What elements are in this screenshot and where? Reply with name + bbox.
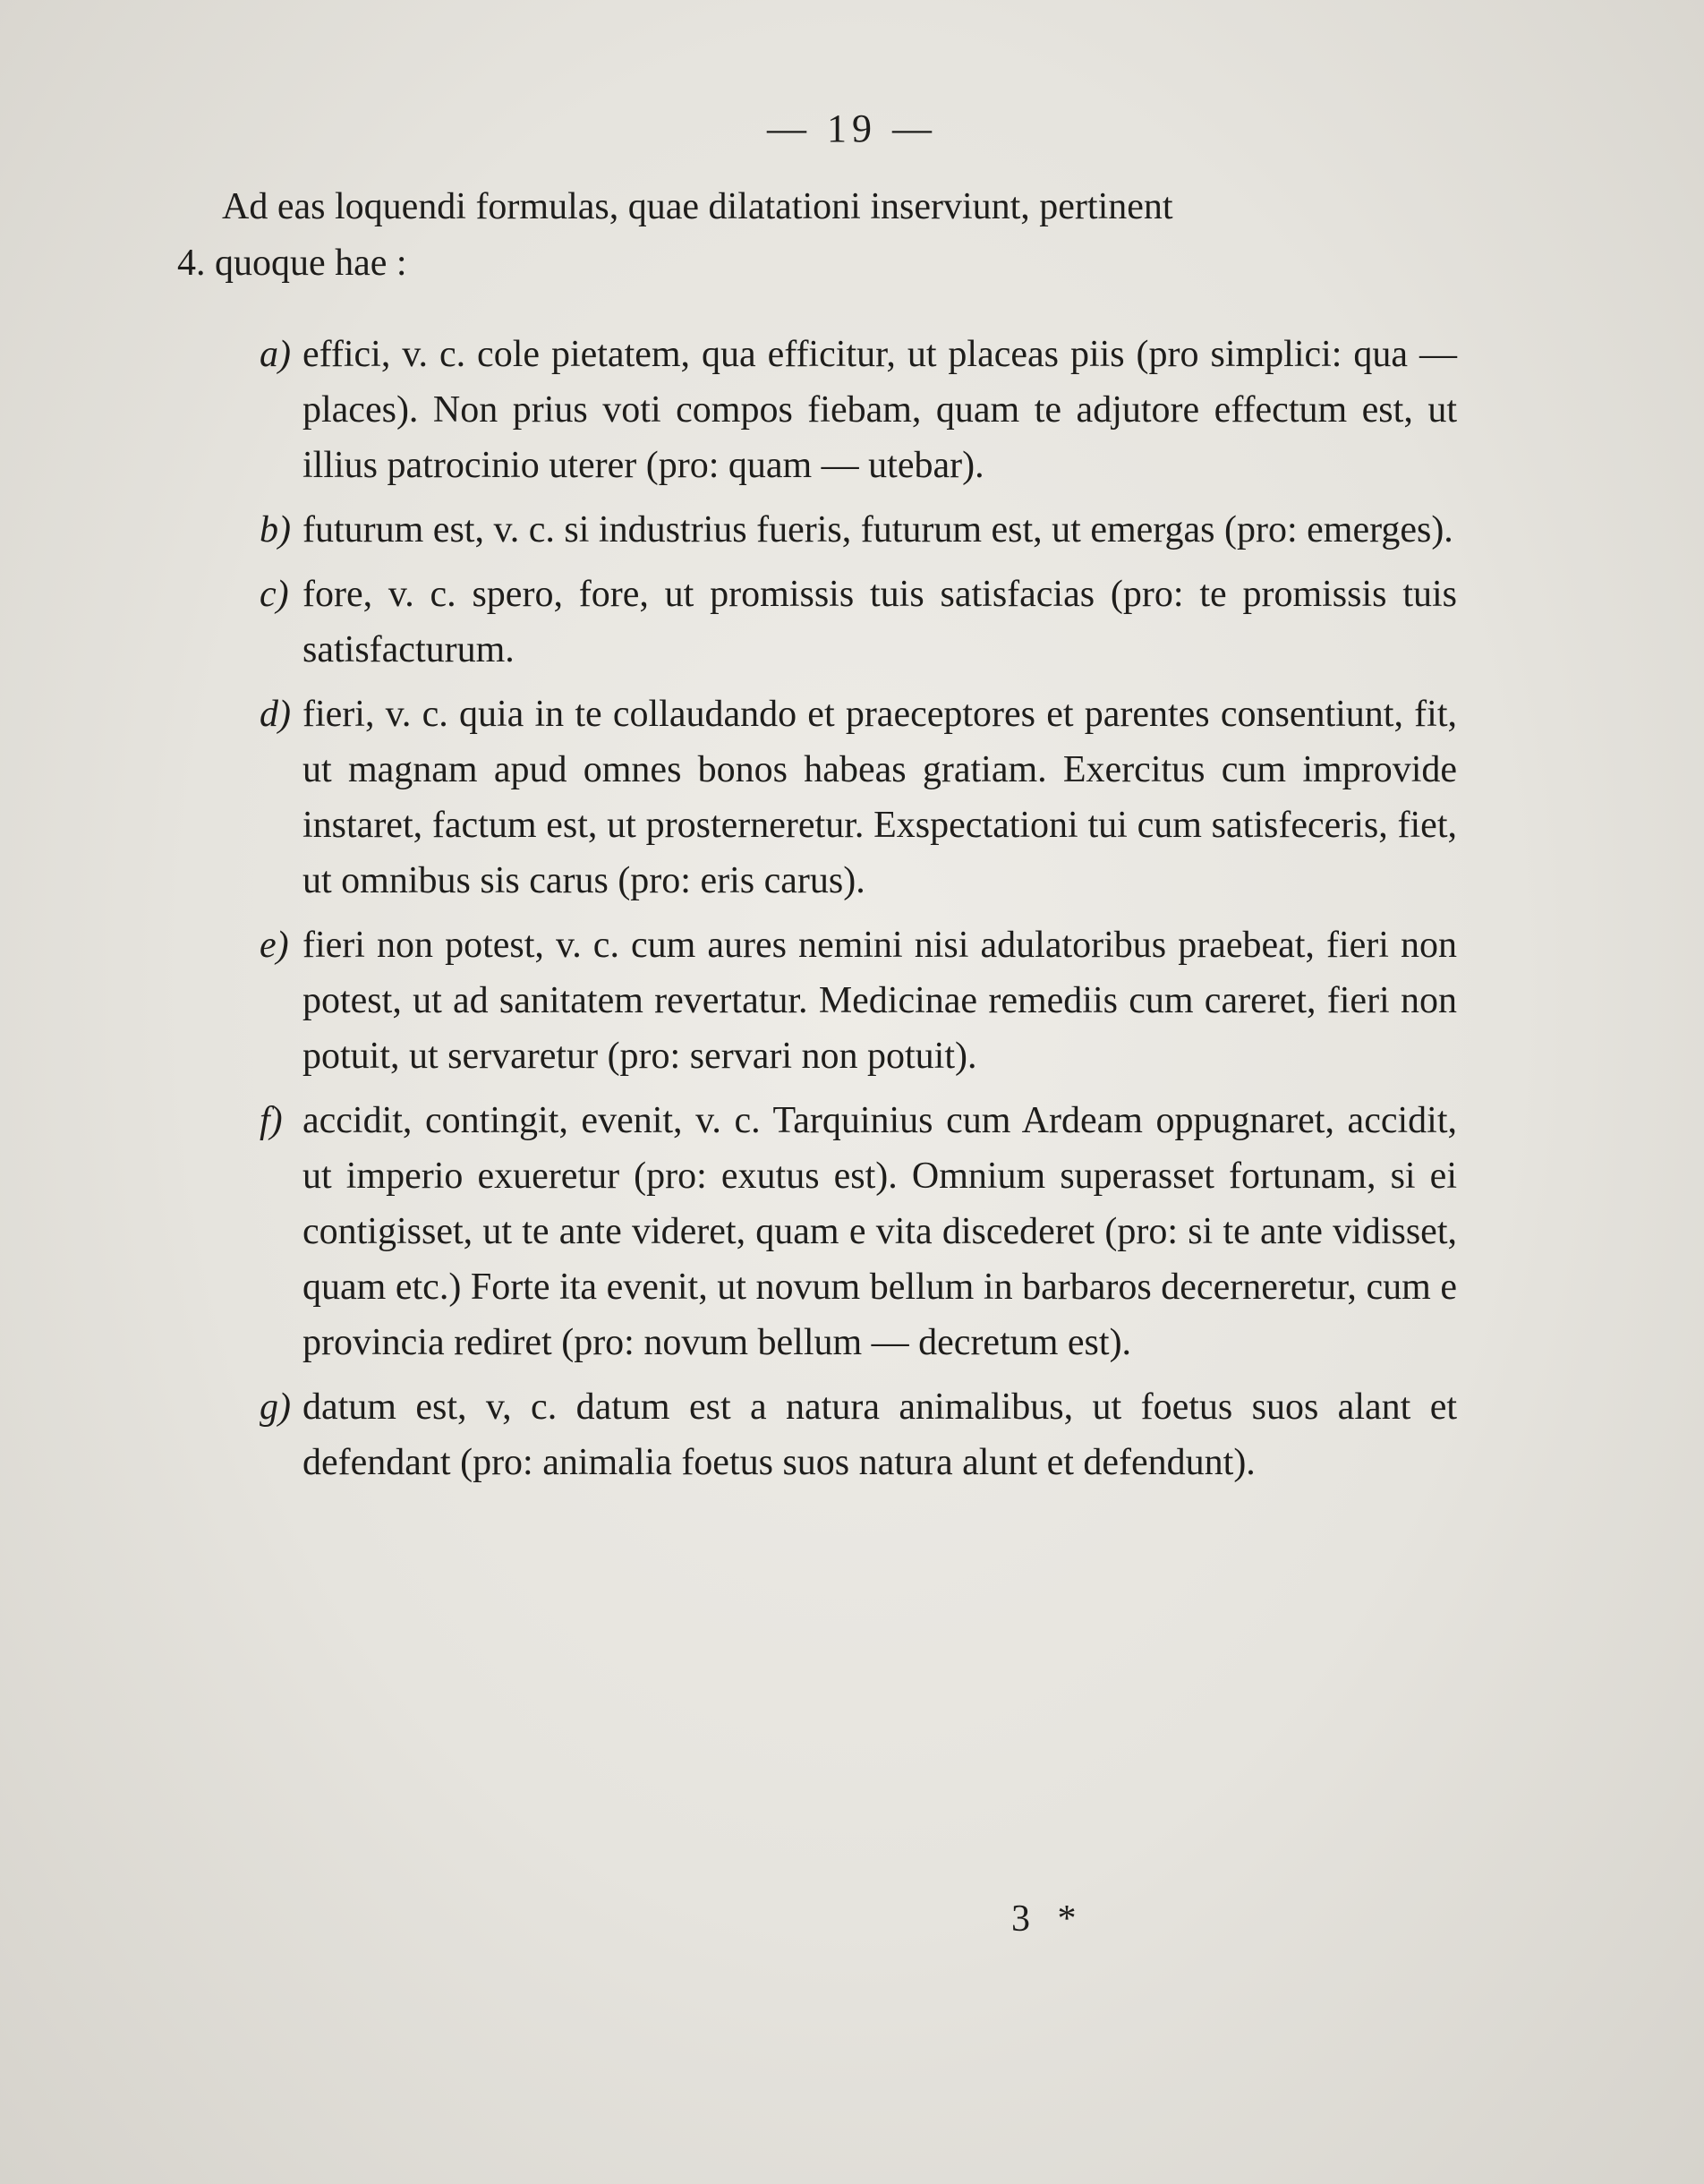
list-item — [260, 502, 1457, 558]
item-text: fore, v. c. spero, fore, ut promissis tuis satisfacias (pro: te promissis tuis satisfacturum. — [302, 574, 1457, 670]
item-text: fieri, v. c. quia in te collaudando et praeceptores et parentes consentiunt, fit, ut magnam apud omnes bonos habeas gratiam. Exercitus cum improvide instaret, factum est, ut prosterneretur. Exspectationi tui cum satisfeceris, fiet, ut omnibus sis carus (pro: eris carus). — [302, 694, 1457, 901]
intro-line-2: 4. quoque hae : — [177, 243, 407, 284]
item-text: accidit, contingit, evenit, v. c. Tarquinius cum Ardeam oppugnaret, accidit, ut imperio exueretur (pro: exutus est). Omnium superasset fortunam, si ei contigisset, ut te ante videret, quam e vita discederet (pro: si te ante vidisset, quam etc.) Forte ita evenit, ut novum bellum in barbaros decerneretur, cum e provincia rediret (pro: novum bellum — decretum est). — [302, 1100, 1457, 1363]
item-text: futurum est, v. c. si industrius fueris, futurum est, ut emergas (pro: emerges). — [302, 509, 1453, 550]
list-item — [260, 327, 1457, 493]
item-text: datum est, v, c. datum est a natura animalibus, ut foetus suos alant et defendant (pro: animalia foetus suos natura alunt et defendunt). — [302, 1386, 1457, 1483]
item-label: c) — [260, 574, 289, 615]
intro-paragraph — [177, 179, 1457, 292]
item-label: d) — [260, 694, 291, 735]
item-label: b) — [260, 509, 291, 550]
intro-line-1: Ad eas loquendi formulas, quae dilatationi inserviunt, pertinent — [222, 186, 1173, 227]
item-label: g) — [260, 1386, 291, 1428]
item-label: a) — [260, 334, 291, 375]
item-text: fieri non potest, v. c. cum aures nemini nisi adulatoribus praebeat, fieri non potest, ut ad sanitatem revertatur. Medicinae remediis cum careret, fieri non potuit, ut servaretur (pro: servari non potuit). — [302, 925, 1457, 1077]
list-item — [260, 567, 1457, 678]
list-item — [260, 917, 1457, 1084]
list-item — [260, 687, 1457, 909]
item-label: e) — [260, 925, 289, 966]
item-label: f) — [260, 1100, 283, 1141]
item-text: effici, v. c. cole pietatem, qua efficitur, ut placeas piis (pro simplici: qua — places). Non prius voti compos fiebam, quam te adjutore effectum est, ut illius patrocinio uterer (pro: quam — utebar). — [302, 334, 1457, 486]
signature-mark: 3 * — [1011, 1898, 1086, 1940]
page-number: — 19 — — [767, 107, 937, 150]
formula-list — [260, 327, 1457, 1499]
list-item — [260, 1093, 1457, 1370]
list-item — [260, 1379, 1457, 1490]
